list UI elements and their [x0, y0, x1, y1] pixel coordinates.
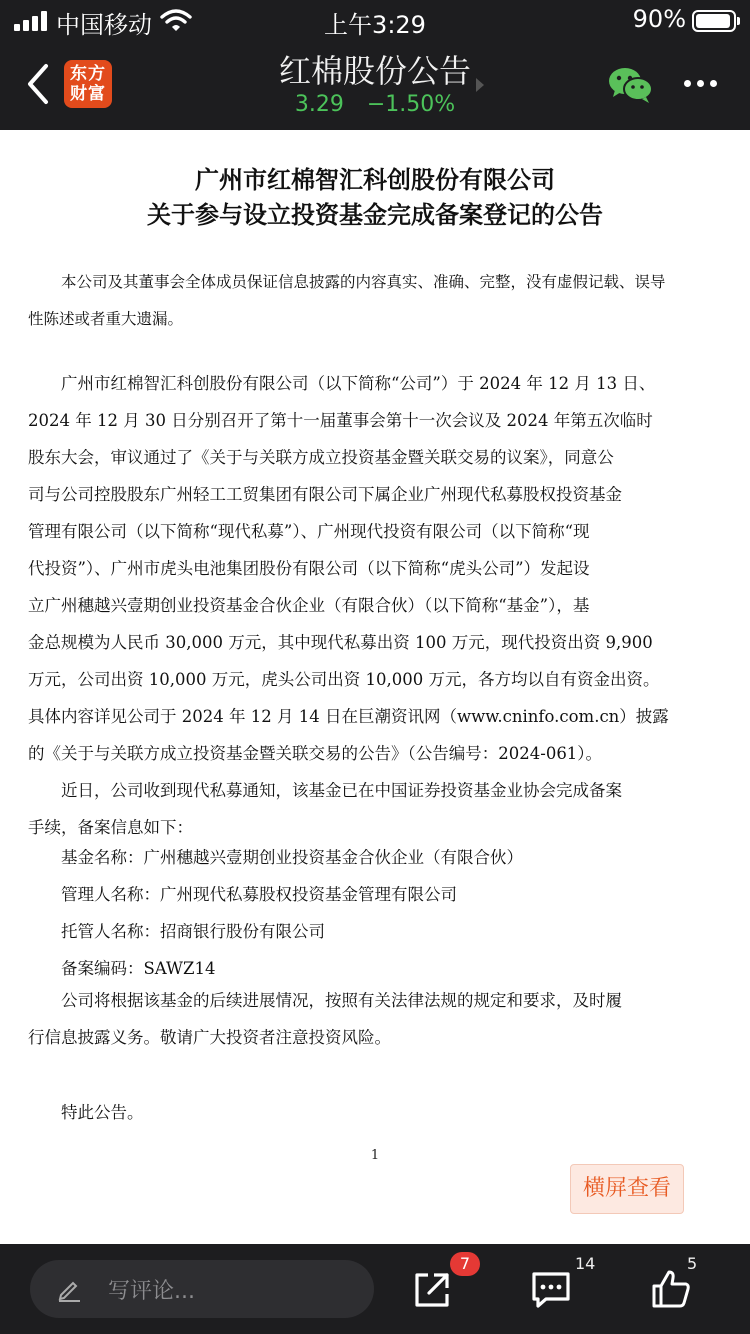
comment-placeholder: 写评论...: [108, 1279, 195, 1304]
document-title-line1: 广州市红棉智汇科创股份有限公司: [195, 165, 555, 194]
disclaimer-paragraph: 本公司及其董事会全体成员保证信息披露的内容真实、准确、完整，没有虚假记载、误导 性陈述或者重大遗漏。: [28, 273, 666, 328]
battery-percent: 90%: [632, 5, 686, 33]
fund-name: 基金名称：广州穗越兴壹期创业投资基金合伙企业（有限合伙）: [61, 848, 523, 867]
stock-price: 3.29: [294, 92, 344, 117]
pencil-icon: [56, 1276, 82, 1302]
comment-icon[interactable]: [530, 1270, 572, 1310]
thumbs-up-icon[interactable]: [650, 1268, 692, 1310]
filing-paragraph: 近日，公司收到现代私募通知，该基金已在中国证券投资基金业协会完成备案 手续，备案信息如下：: [28, 781, 622, 837]
carrier-name: 中国移动: [56, 11, 152, 39]
page-number: 1: [370, 1148, 380, 1163]
like-count: 5: [687, 1254, 698, 1273]
expand-arrow-icon[interactable]: [476, 78, 484, 92]
comment-count: 14: [575, 1254, 596, 1273]
comment-input[interactable]: [30, 1260, 374, 1318]
top-bar: [0, 0, 750, 130]
page-title: 红棉股份公告: [278, 52, 471, 90]
record-code: 备案编码：SAWZ14: [61, 959, 216, 978]
eastmoney-logo: 东方 财富: [64, 60, 112, 108]
background-paragraph: 广州市红棉智汇科创股份有限公司（以下简称“公司”）于 2024 年 12 月 13 日、 2024 年 12 月 30 日分别召开了第十一届董事会第十一次会议及 2024 年第五次临时 股东大会，审议通过了《关于与关联方成立投资基金暨关联交易的议案》，同意公 司与公司控股股东广州轻工工贸集团有限公司下属企业广州现代私募股权投资基金 管理有限公司（以下简称“现代私募”）、广州现代投资有限公司（以下简称“现 代投资”）、广州市虎头电池集团股份有限公司（以下简称“虎头公司”）发起设 立广州穗越兴壹期创业投资基金合伙企业（有限合伙）（以下简称“基金”），基 金总规模为人民币 30,000 万元，其中现代私募出资 100 万元，现代投资出资 9,900 万元，公司出资 10,000 万元，虎头公司出资 10,000 万元，各方均以自有资金出资。 具体内容详见公司于 2024 年 12 月 14 日在巨潮资讯网（www.cninfo.com.cn）披露 的《关于与关联方成立投资基金暨关联交易的公告》（公告编号：2024-061）。: [28, 374, 669, 763]
stock-change: −1.50%: [366, 92, 456, 117]
share-badge: 7: [450, 1252, 480, 1276]
announcement-document: [0, 130, 750, 1244]
more-options-icon[interactable]: [684, 80, 718, 88]
landscape-view-button[interactable]: 横屏查看: [570, 1164, 684, 1214]
custodian-name: 托管人名称：招商银行股份有限公司: [61, 922, 325, 941]
wechat-share-icon[interactable]: [608, 66, 654, 104]
closing-text: 特此公告。: [61, 1103, 144, 1122]
battery-icon: [692, 10, 736, 32]
share-icon[interactable]: [412, 1270, 452, 1310]
document-title-line2: 关于参与设立投资基金完成备案登记的公告: [147, 200, 603, 229]
status-bar: [0, 0, 750, 40]
manager-name: 管理人名称：广州现代私募股权投资基金管理有限公司: [61, 885, 457, 904]
bottom-action-bar: [0, 1244, 750, 1334]
disclosure-paragraph: 公司将根据该基金的后续进展情况，按照有关法律法规的规定和要求，及时履 行信息披露义务。敬请广大投资者注意投资风险。: [28, 991, 622, 1047]
status-time: 上午3:29: [324, 11, 426, 39]
